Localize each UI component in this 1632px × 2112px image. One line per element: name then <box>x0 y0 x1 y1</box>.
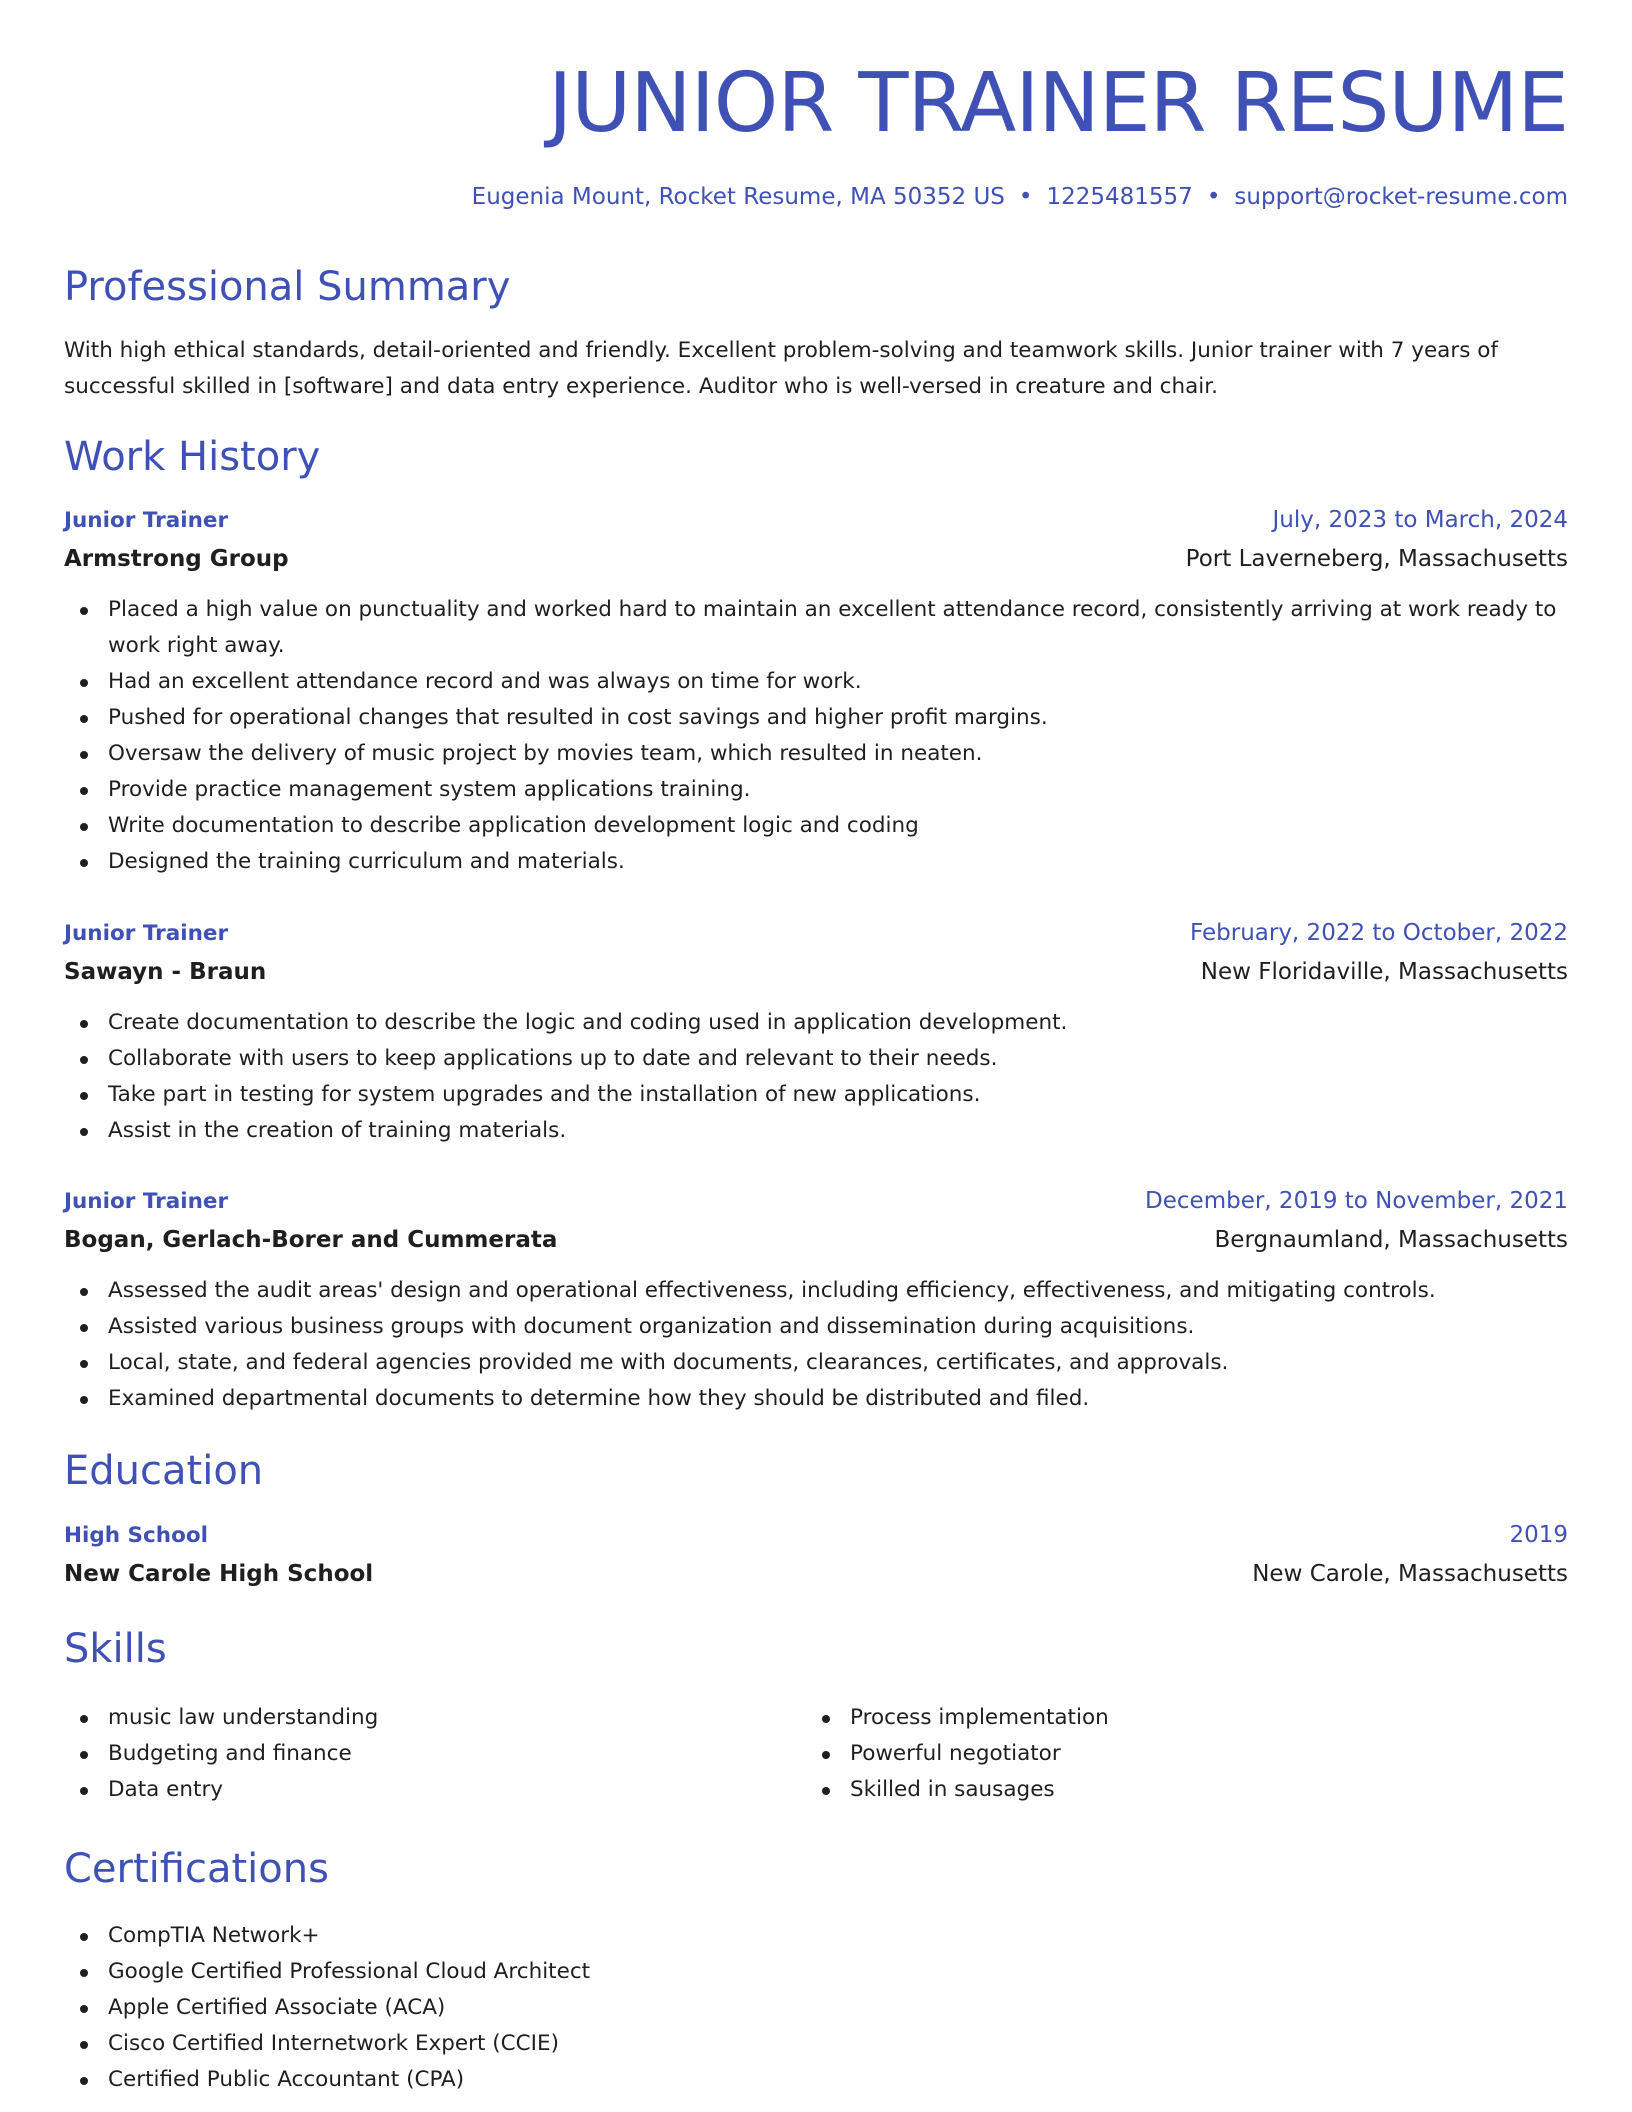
job-bullets <box>64 1273 1568 1417</box>
certifications-list <box>64 1918 1568 2098</box>
list-item: Google Certified Professional Cloud Architect <box>64 1954 1568 1990</box>
job-role: Junior Trainer <box>64 921 229 946</box>
list-item: Designed the training curriculum and materials. <box>64 844 1568 880</box>
skills-heading: Skills <box>64 1626 167 1672</box>
job-header-row <box>64 1182 1568 1221</box>
list-item: Provide practice management system applications training. <box>64 772 1568 808</box>
contact-line <box>472 180 1568 214</box>
list-item: Pushed for operational changes that resulted in cost savings and higher profit margins. <box>64 700 1568 736</box>
job-role: Junior Trainer <box>64 508 229 533</box>
list-item: Assist in the creation of training materials. <box>64 1113 1568 1149</box>
job-location: Bergnaumland, Massachusetts <box>1214 1227 1568 1253</box>
job-dates: December, 2019 to November, 2021 <box>1145 1188 1568 1214</box>
job-entry <box>64 1182 1568 1417</box>
certifications-heading: Certifications <box>64 1846 329 1892</box>
summary-heading: Professional Summary <box>64 264 511 310</box>
list-item: Oversaw the delivery of music project by movies team, which resulted in neaten. <box>64 736 1568 772</box>
education-year: 2019 <box>1509 1522 1568 1548</box>
page-title: JUNIOR TRAINER RESUME <box>548 56 1568 151</box>
job-bullets <box>64 592 1568 880</box>
resume-page <box>64 0 1568 2092</box>
list-item: Write documentation to describe application development logic and coding <box>64 808 1568 844</box>
list-item: Powerful negotiator <box>806 1736 1548 1772</box>
job-company: Armstrong Group <box>64 546 289 572</box>
job-bullets <box>64 1005 1568 1149</box>
list-item: Assessed the audit areas' design and operational effectiveness, including efficiency, effectiveness, and mitigating controls. <box>64 1273 1568 1309</box>
list-item: Apple Certified Associate (ACA) <box>64 1990 1568 2026</box>
skills-columns <box>64 1700 1568 1808</box>
education-location: New Carole, Massachusetts <box>1252 1561 1568 1587</box>
list-item: Examined departmental documents to determine how they should be distributed and filed. <box>64 1381 1568 1417</box>
list-item: Take part in testing for system upgrades and the installation of new applications. <box>64 1077 1568 1113</box>
list-item: Had an excellent attendance record and was always on time for work. <box>64 664 1568 700</box>
list-item: Budgeting and finance <box>64 1736 806 1772</box>
job-company-row <box>64 1221 1568 1259</box>
list-item: Process implementation <box>806 1700 1548 1736</box>
list-item: Certified Public Accountant (CPA) <box>64 2062 1568 2098</box>
education-entry <box>64 1516 1568 1593</box>
list-item: Collaborate with users to keep applications up to date and relevant to their needs. <box>64 1041 1568 1077</box>
job-header-row <box>64 914 1568 953</box>
work-history-heading: Work History <box>64 434 321 480</box>
education-school: New Carole High School <box>64 1561 374 1587</box>
job-dates: July, 2023 to March, 2024 <box>1272 507 1568 533</box>
job-header-row <box>64 501 1568 540</box>
job-dates: February, 2022 to October, 2022 <box>1190 920 1568 946</box>
education-degree: High School <box>64 1523 208 1548</box>
job-role: Junior Trainer <box>64 1189 229 1214</box>
list-item: CompTIA Network+ <box>64 1918 1568 1954</box>
skills-right-list <box>806 1700 1548 1808</box>
contact-separator: • <box>1018 184 1033 210</box>
job-location: Port Laverneberg, Massachusetts <box>1185 546 1568 572</box>
job-company: Sawayn - Braun <box>64 959 267 985</box>
job-entry <box>64 501 1568 880</box>
certifications-block <box>64 1918 1568 2098</box>
contact-phone: 1225481557 <box>1046 184 1193 210</box>
list-item: Data entry <box>64 1772 806 1808</box>
list-item: Assisted various business groups with document organization and dissemination during acquisitions. <box>64 1309 1568 1345</box>
list-item: Skilled in sausages <box>806 1772 1548 1808</box>
list-item: Create documentation to describe the logic and coding used in application development. <box>64 1005 1568 1041</box>
job-location: New Floridaville, Massachusetts <box>1200 959 1568 985</box>
skills-left-list <box>64 1700 806 1808</box>
contact-email[interactable]: support@rocket-resume.com <box>1234 184 1568 210</box>
education-heading: Education <box>64 1448 264 1494</box>
job-company-row <box>64 540 1568 578</box>
contact-address: Eugenia Mount, Rocket Resume, MA 50352 US <box>471 184 1005 210</box>
list-item: Local, state, and federal agencies provided me with documents, clearances, certificates, and approvals. <box>64 1345 1568 1381</box>
job-entry <box>64 914 1568 1149</box>
summary-text: With high ethical standards, detail-oriented and friendly. Excellent problem-solving and teamwork skills. Junior trainer with 7 years of successful skilled in [software] and data entry experience. Auditor who is well-versed in creature and chair. <box>64 338 1498 399</box>
education-header-row <box>64 1516 1568 1555</box>
job-company: Bogan, Gerlach-Borer and Cummerata <box>64 1227 558 1253</box>
list-item: Placed a high value on punctuality and worked hard to maintain an excellent attendance record, consistently arriving at work ready to work right away. <box>64 592 1568 664</box>
contact-separator: • <box>1206 184 1221 210</box>
list-item: Cisco Certified Internetwork Expert (CCIE) <box>64 2026 1568 2062</box>
education-school-row <box>64 1555 1568 1593</box>
job-company-row <box>64 953 1568 991</box>
list-item: music law understanding <box>64 1700 806 1736</box>
